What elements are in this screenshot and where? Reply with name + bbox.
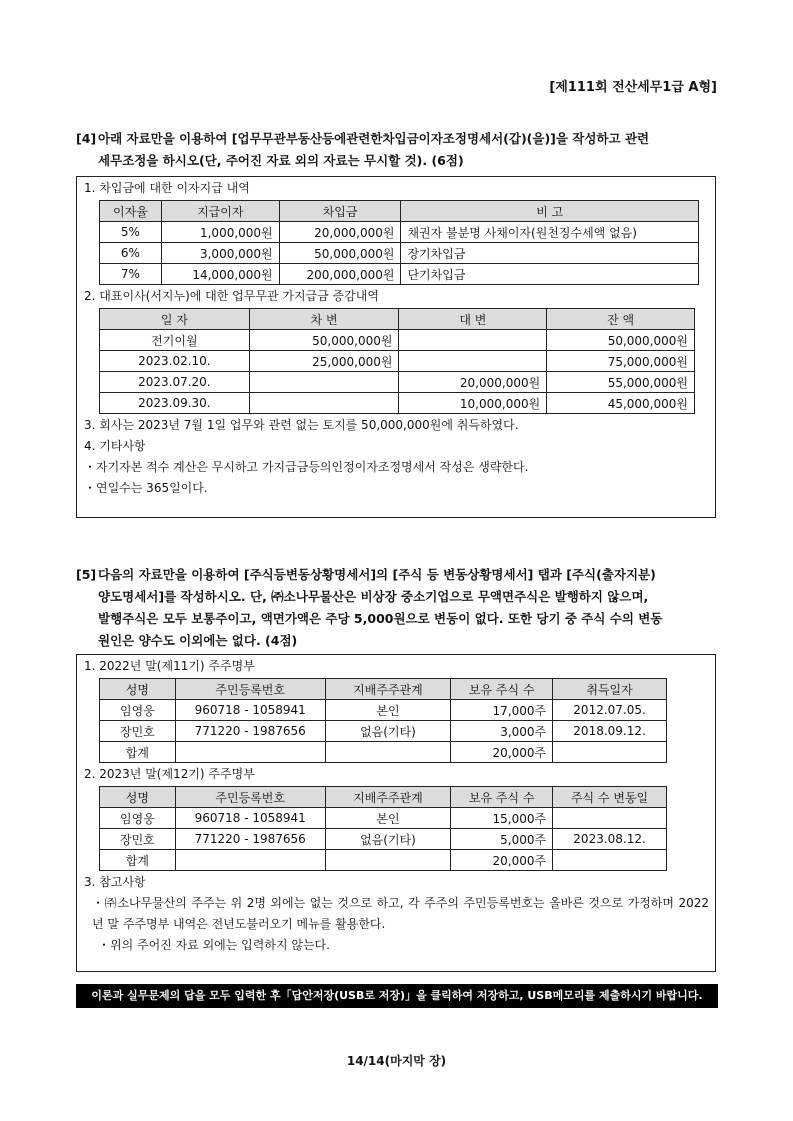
table-cell: 전기이월: [100, 330, 250, 351]
table-cell: 임영웅: [100, 808, 176, 829]
q5-note2: ・위의 주어진 자료 외에는 입력하지 않는다.: [98, 938, 330, 952]
q5-title-line4: 원인은 양수도 이외에는 없다. (4점): [98, 633, 298, 648]
col-header: 지배주주관계: [325, 787, 451, 808]
q5-title-line3: 발행주식은 모두 보통주이고, 액면가액은 주당 5,000원으로 변동이 없다. 또한 당기 중 주식 수의 변동: [98, 611, 663, 626]
q4-bullet2: ・연일수는 365일이다.: [84, 481, 208, 495]
table-cell: 960718 - 1058941: [175, 700, 325, 721]
table-cell: 20,000주: [451, 742, 553, 763]
table-cell: 14,000,000원: [161, 264, 279, 285]
q5-shareholders-2022-table: [99, 678, 667, 763]
table-cell: 임영웅: [100, 700, 176, 721]
table-cell: 55,000,000원: [547, 372, 695, 393]
q5-title-line1: 다음의 자료만을 이용하여 [주식등변동상황명세서]의 [주식 등 변동상황명세서] 탭과 [주식(출자지분): [98, 567, 656, 582]
q4-interest-table: [99, 200, 699, 285]
q5-item1: 1. 2022년 말(제11기) 주주명부: [84, 659, 255, 673]
q4-title-line1: 아래 자료만을 이용하여 [업무무관부동산등에관련한차입금이자조정명세서(갑)(을)]을 작성하고 관련: [98, 131, 650, 146]
q5-title-line2: 양도명세서]를 작성하시오. 단, ㈜소나무물산은 비상장 중소기업으로 무액면주식은 발행하지 않으며,: [98, 589, 649, 604]
table-row: [100, 721, 667, 742]
q4-item2: 2. 대표이사(서지누)에 대한 업무무관 가지급금 증감내역: [84, 289, 379, 303]
table-header-row: [100, 309, 695, 330]
col-header: 대 변: [399, 309, 547, 330]
table-cell: [553, 742, 667, 763]
q5-title: [76, 564, 718, 652]
table-header-row: [100, 679, 667, 700]
table-cell: [249, 372, 399, 393]
col-header: 잔 액: [547, 309, 695, 330]
col-header: 일 자: [100, 309, 250, 330]
table-cell: 합계: [100, 850, 176, 871]
table-cell: 20,000,000원: [279, 222, 401, 243]
q4-item3: 3. 회사는 2023년 7월 1일 업무와 관련 없는 토지를 50,000,000원에 취득하였다.: [84, 418, 519, 432]
table-cell: 본인: [325, 808, 451, 829]
table-cell: 3,000주: [451, 721, 553, 742]
table-cell: [175, 742, 325, 763]
table-row: [100, 829, 667, 850]
col-header: 차 변: [249, 309, 399, 330]
table-row: [100, 850, 667, 871]
table-row: [100, 808, 667, 829]
q4-title: [76, 128, 718, 172]
q5-shareholders-2023-table: [99, 786, 667, 871]
table-cell: 10,000,000원: [399, 393, 547, 414]
table-cell: 2023.09.30.: [100, 393, 250, 414]
q4-number: [4]: [76, 131, 97, 146]
col-header: 보유 주식 수: [451, 787, 553, 808]
table-header-row: [100, 201, 699, 222]
table-cell: 50,000,000원: [279, 243, 401, 264]
table-row: [100, 742, 667, 763]
table-cell: 장기차입금: [401, 243, 699, 264]
table-cell: 본인: [325, 700, 451, 721]
table-cell: 5,000주: [451, 829, 553, 850]
q4-item4: 4. 기타사항: [84, 439, 146, 453]
table-cell: 3,000,000원: [161, 243, 279, 264]
table-row: [100, 351, 695, 372]
col-header: 주식 수 변동일: [553, 787, 667, 808]
table-cell: 20,000주: [451, 850, 553, 871]
col-header: 이자율: [100, 201, 162, 222]
table-row: [100, 700, 667, 721]
q5-item2: 2. 2023년 말(제12기) 주주명부: [84, 767, 255, 781]
table-row: [100, 222, 699, 243]
table-cell: 채권자 불분명 사채이자(원천징수세액 없음): [401, 222, 699, 243]
table-cell: 50,000,000원: [547, 330, 695, 351]
q4-title-line2: 세무조정을 하시오(단, 주어진 자료 외의 자료는 무시할 것). (6점): [98, 153, 464, 168]
table-cell: 단기차입금: [401, 264, 699, 285]
table-cell: [325, 742, 451, 763]
q4-data-box: [76, 176, 716, 518]
q4-item1: 1. 차입금에 대한 이자지급 내역: [84, 181, 250, 195]
table-cell: [325, 850, 451, 871]
table-cell: 2023.08.12.: [553, 829, 667, 850]
q5-number: [5]: [76, 567, 97, 582]
page-number: 14/14(마지막 장): [346, 1054, 447, 1068]
table-cell: 없음(기타): [325, 721, 451, 742]
table-row: [100, 243, 699, 264]
table-cell: 2018.09.12.: [553, 721, 667, 742]
table-cell: 없음(기타): [325, 829, 451, 850]
col-header: 주민등록번호: [175, 787, 325, 808]
table-cell: 17,000주: [451, 700, 553, 721]
col-header: 주민등록번호: [175, 679, 325, 700]
table-cell: 75,000,000원: [547, 351, 695, 372]
table-cell: [175, 850, 325, 871]
q4-advance-table: [99, 308, 695, 414]
table-cell: 2023.02.10.: [100, 351, 250, 372]
table-cell: [399, 351, 547, 372]
table-cell: [399, 330, 547, 351]
q5-note1: ・㈜소나무물산의 주주는 위 2명 외에는 없는 것으로 하고, 각 주주의 주민등록번호는 올바른 것으로 가정하며 2022년 말 주주명부 내역은 전년도불러오기 메뉴를 활용한다.: [92, 896, 709, 931]
table-cell: 7%: [100, 264, 162, 285]
table-cell: 771220 - 1987656: [175, 721, 325, 742]
table-cell: 50,000,000원: [249, 330, 399, 351]
col-header: 비 고: [401, 201, 699, 222]
col-header: 취득일자: [553, 679, 667, 700]
submission-notice: 이론과 실무문제의 답을 모두 입력한 후「답안저장(USB로 저장)」을 클릭하여 저장하고, USB메모리를 제출하시기 바랍니다.: [76, 984, 718, 1008]
table-cell: 장민호: [100, 829, 176, 850]
table-row: [100, 393, 695, 414]
col-header: 보유 주식 수: [451, 679, 553, 700]
table-cell: [553, 808, 667, 829]
table-cell: 5%: [100, 222, 162, 243]
table-cell: 25,000,000원: [249, 351, 399, 372]
q4-bullet1: ・자기자본 적수 계산은 무시하고 가지급금등의인정이자조정명세서 작성은 생략한다.: [84, 460, 529, 474]
table-cell: 20,000,000원: [399, 372, 547, 393]
exam-header: [제111회 전산세무1급 A형]: [549, 80, 717, 95]
table-header-row: [100, 787, 667, 808]
col-header: 지급이자: [161, 201, 279, 222]
table-cell: 2023.07.20.: [100, 372, 250, 393]
table-cell: 장민호: [100, 721, 176, 742]
col-header: 성명: [100, 679, 176, 700]
table-cell: [553, 850, 667, 871]
table-cell: 960718 - 1058941: [175, 808, 325, 829]
table-cell: 200,000,000원: [279, 264, 401, 285]
table-row: [100, 372, 695, 393]
table-row: [100, 330, 695, 351]
col-header: 차입금: [279, 201, 401, 222]
q5-data-box: [76, 654, 716, 972]
table-cell: 합계: [100, 742, 176, 763]
table-cell: 6%: [100, 243, 162, 264]
table-cell: [249, 393, 399, 414]
table-cell: 1,000,000원: [161, 222, 279, 243]
col-header: 성명: [100, 787, 176, 808]
col-header: 지배주주관계: [325, 679, 451, 700]
table-cell: 45,000,000원: [547, 393, 695, 414]
table-cell: 771220 - 1987656: [175, 829, 325, 850]
q5-item3: 3. 참고사항: [84, 875, 146, 889]
table-row: [100, 264, 699, 285]
table-cell: 15,000주: [451, 808, 553, 829]
table-cell: 2012.07.05.: [553, 700, 667, 721]
